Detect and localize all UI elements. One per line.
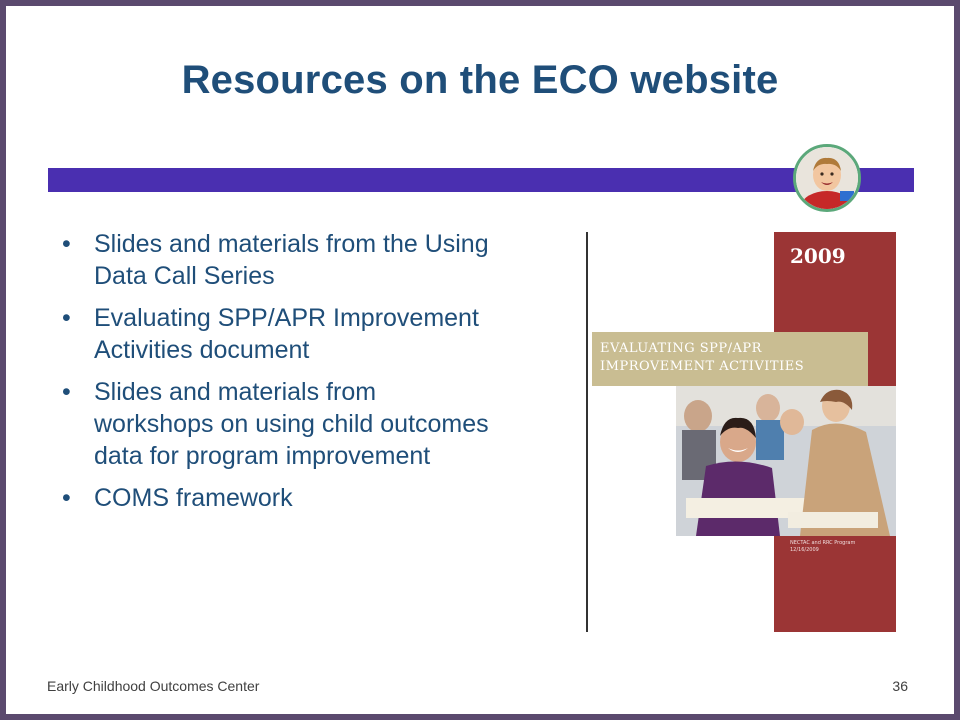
bullet-item: • COMS framework [58, 482, 498, 514]
child-photo-icon [796, 147, 858, 209]
cover-title-line: EVALUATING SPP/APR [600, 341, 762, 356]
cover-footer-line: 12/16/2009 [790, 547, 819, 553]
classroom-photo [676, 386, 896, 536]
footer-organization: Early Childhood Outcomes Center [47, 678, 260, 694]
cover-title-line: IMPROVEMENT ACTIVITIES [600, 359, 805, 374]
cover-footer [790, 540, 855, 554]
cover-footer-line: NECTAC and RRC Program [790, 540, 856, 546]
cover-year: 2009 [790, 244, 846, 268]
classroom-photo-icon [676, 386, 896, 536]
title-band [48, 168, 914, 192]
slide [6, 6, 954, 714]
child-avatar [793, 144, 861, 212]
cover-left-rule [586, 232, 588, 632]
cover-title-banner [592, 332, 868, 386]
bullet-list [58, 228, 498, 524]
slide-title: Resources on the ECO website [181, 58, 779, 102]
document-cover-image [584, 232, 896, 632]
page-number: 36 [892, 678, 908, 694]
bullet-item: • Slides and materials from workshops on using child outcomes data for program improvement [58, 376, 498, 472]
bullet-item: • Evaluating SPP/APR Improvement Activities document [58, 302, 498, 366]
bullet-item: • Slides and materials from the Using Data Call Series [58, 228, 498, 292]
